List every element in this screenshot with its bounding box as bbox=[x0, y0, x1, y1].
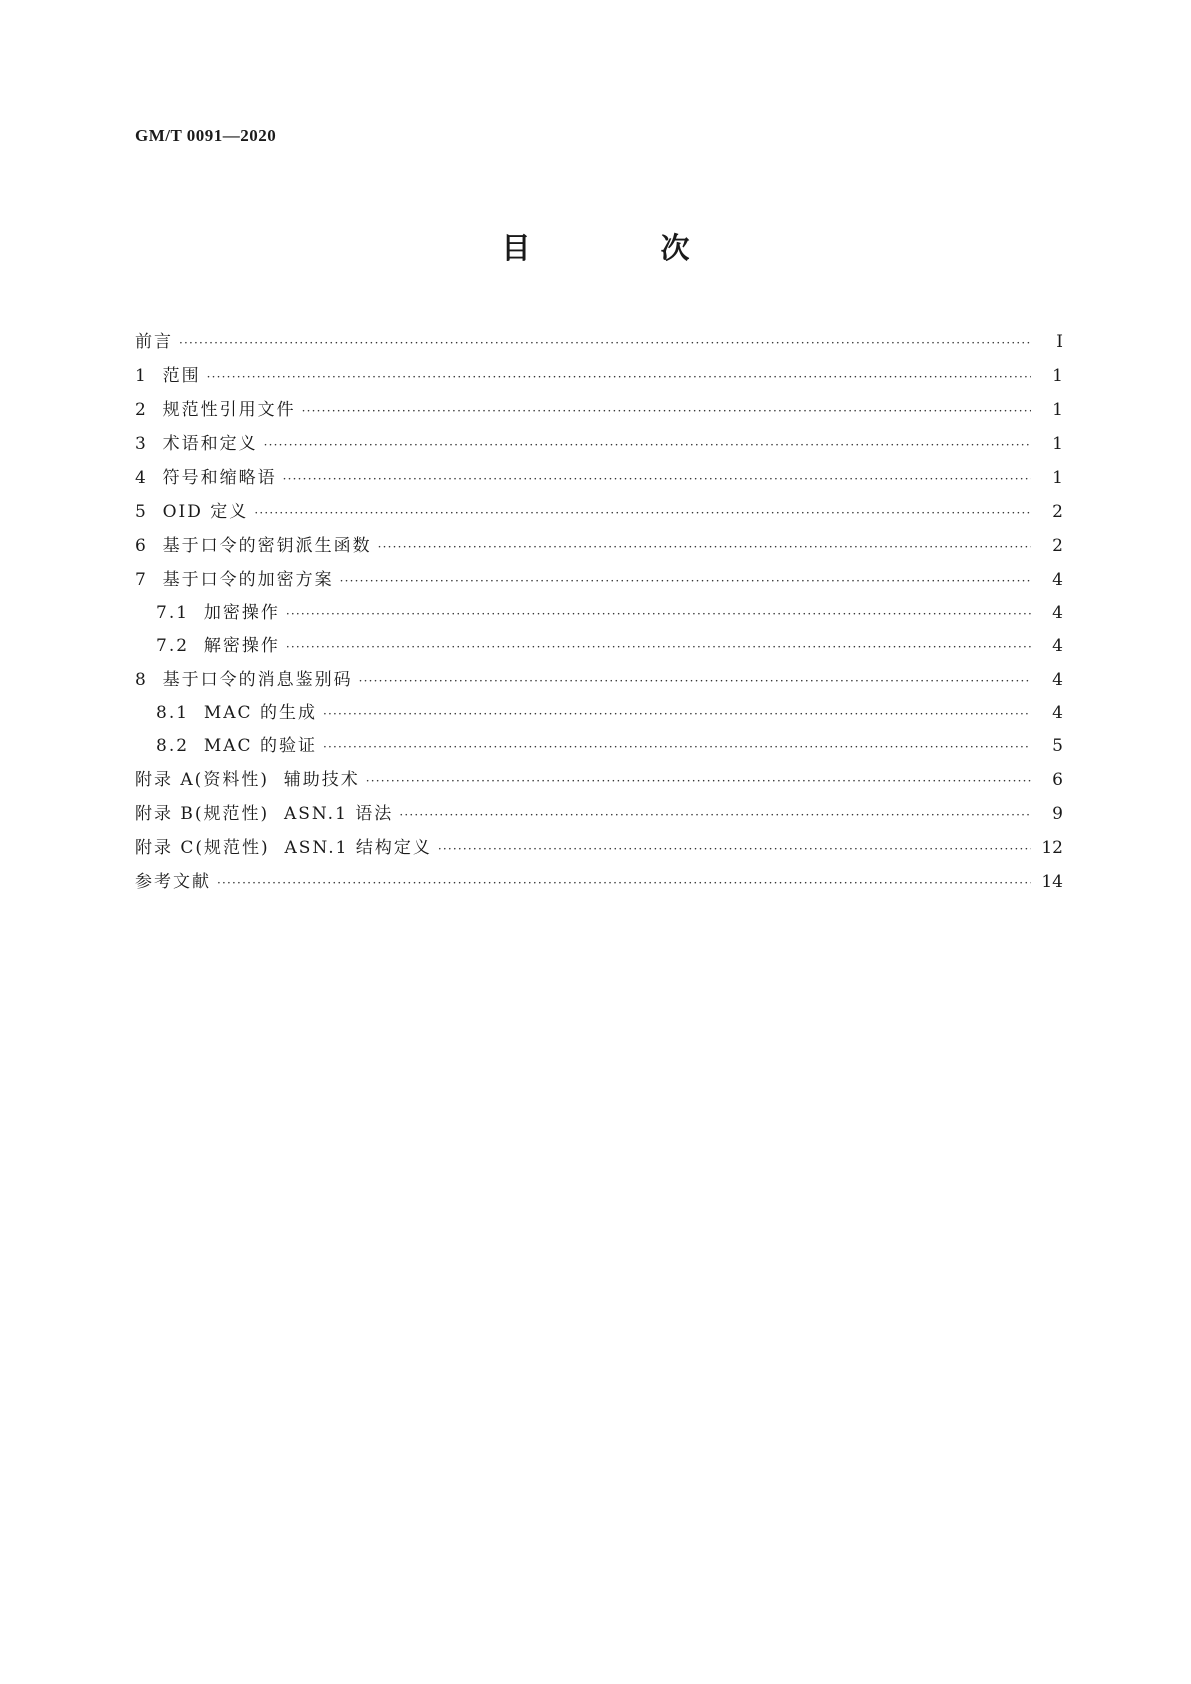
toc-entry[interactable] bbox=[135, 461, 1063, 495]
toc-entry-page: 4 bbox=[1052, 570, 1063, 590]
toc-subentry[interactable] bbox=[135, 697, 1063, 730]
toc-entry[interactable] bbox=[135, 427, 1063, 461]
toc-entry-page: 2 bbox=[1052, 536, 1063, 556]
toc-entry[interactable] bbox=[135, 563, 1063, 597]
dot-leader bbox=[378, 530, 1031, 564]
toc-entry-page: 6 bbox=[1052, 770, 1063, 790]
toc-entry-page: Ⅰ bbox=[1056, 332, 1063, 352]
toc-entry-label: 4 符号和缩略语 bbox=[135, 468, 277, 488]
toc-entry-label: 7.1 加密操作 bbox=[156, 603, 280, 623]
toc-entry-label: 参考文献 bbox=[135, 872, 211, 892]
toc-entry-page: 1 bbox=[1052, 468, 1063, 488]
toc-entry[interactable] bbox=[135, 529, 1063, 563]
toc-entry-page: 5 bbox=[1052, 736, 1063, 756]
dot-leader bbox=[179, 326, 1031, 360]
toc-entry-label: 1 范围 bbox=[135, 366, 201, 386]
dot-leader bbox=[286, 631, 1031, 664]
toc-subentry[interactable] bbox=[135, 630, 1063, 663]
toc-entry-page: 4 bbox=[1052, 670, 1063, 690]
toc-entry-page: 4 bbox=[1052, 703, 1063, 723]
dot-leader bbox=[366, 764, 1031, 798]
toc-entry[interactable] bbox=[135, 763, 1063, 797]
toc-entry[interactable] bbox=[135, 663, 1063, 697]
toc-entry-page: 1 bbox=[1052, 434, 1063, 454]
toc-subentry[interactable] bbox=[135, 730, 1063, 763]
dot-leader bbox=[399, 798, 1031, 832]
toc-entry-label: 前言 bbox=[135, 332, 173, 352]
toc-title: 目 次 bbox=[501, 231, 750, 265]
toc-entry-label: 8.2 MAC 的验证 bbox=[156, 736, 317, 756]
toc-entry[interactable] bbox=[135, 865, 1063, 899]
toc-entry-page: 12 bbox=[1041, 838, 1063, 858]
dot-leader bbox=[207, 360, 1031, 394]
dot-leader bbox=[438, 832, 1031, 866]
dot-leader bbox=[302, 394, 1031, 428]
toc-entry-page: 14 bbox=[1041, 872, 1063, 892]
toc-entry[interactable] bbox=[135, 325, 1063, 359]
toc-entry[interactable] bbox=[135, 495, 1063, 529]
toc-entry-label: 附录 A(资料性) 辅助技术 bbox=[135, 770, 360, 790]
toc-entry-label: 7.2 解密操作 bbox=[156, 636, 280, 656]
toc-subentry[interactable] bbox=[135, 597, 1063, 630]
toc-entry-page: 1 bbox=[1052, 366, 1063, 386]
toc-entry-label: 8.1 MAC 的生成 bbox=[156, 703, 317, 723]
dot-leader bbox=[359, 664, 1031, 698]
toc-entry-label: 3 术语和定义 bbox=[135, 434, 258, 454]
toc-entry[interactable] bbox=[135, 359, 1063, 393]
toc-entry-page: 4 bbox=[1052, 603, 1063, 623]
toc-entry-label: 8 基于口令的消息鉴别码 bbox=[135, 670, 353, 690]
toc-entry-label: 2 规范性引用文件 bbox=[135, 400, 296, 420]
toc-entry-page: 9 bbox=[1052, 804, 1063, 824]
dot-leader bbox=[286, 598, 1031, 631]
dot-leader bbox=[323, 731, 1031, 764]
toc-entry-label: 6 基于口令的密钥派生函数 bbox=[135, 536, 372, 556]
toc-entry[interactable] bbox=[135, 393, 1063, 427]
toc-entry-label: 附录 C(规范性) ASN.1 结构定义 bbox=[135, 838, 432, 858]
dot-leader bbox=[283, 462, 1031, 496]
toc-entry-label: 5 OID 定义 bbox=[135, 502, 249, 522]
toc-entry-page: 4 bbox=[1052, 636, 1063, 656]
toc-entry-page: 1 bbox=[1052, 400, 1063, 420]
dot-leader bbox=[323, 698, 1031, 731]
table-of-contents bbox=[135, 325, 1063, 899]
dot-leader bbox=[340, 564, 1031, 598]
toc-entry[interactable] bbox=[135, 797, 1063, 831]
toc-entry-label: 7 基于口令的加密方案 bbox=[135, 570, 334, 590]
dot-leader bbox=[254, 496, 1031, 530]
standard-code: GM/T 0091—2020 bbox=[135, 126, 277, 145]
dot-leader bbox=[264, 428, 1031, 462]
dot-leader bbox=[217, 866, 1031, 900]
toc-entry-page: 2 bbox=[1052, 502, 1063, 522]
toc-entry-label: 附录 B(规范性) ASN.1 语法 bbox=[135, 804, 394, 824]
toc-entry[interactable] bbox=[135, 831, 1063, 865]
